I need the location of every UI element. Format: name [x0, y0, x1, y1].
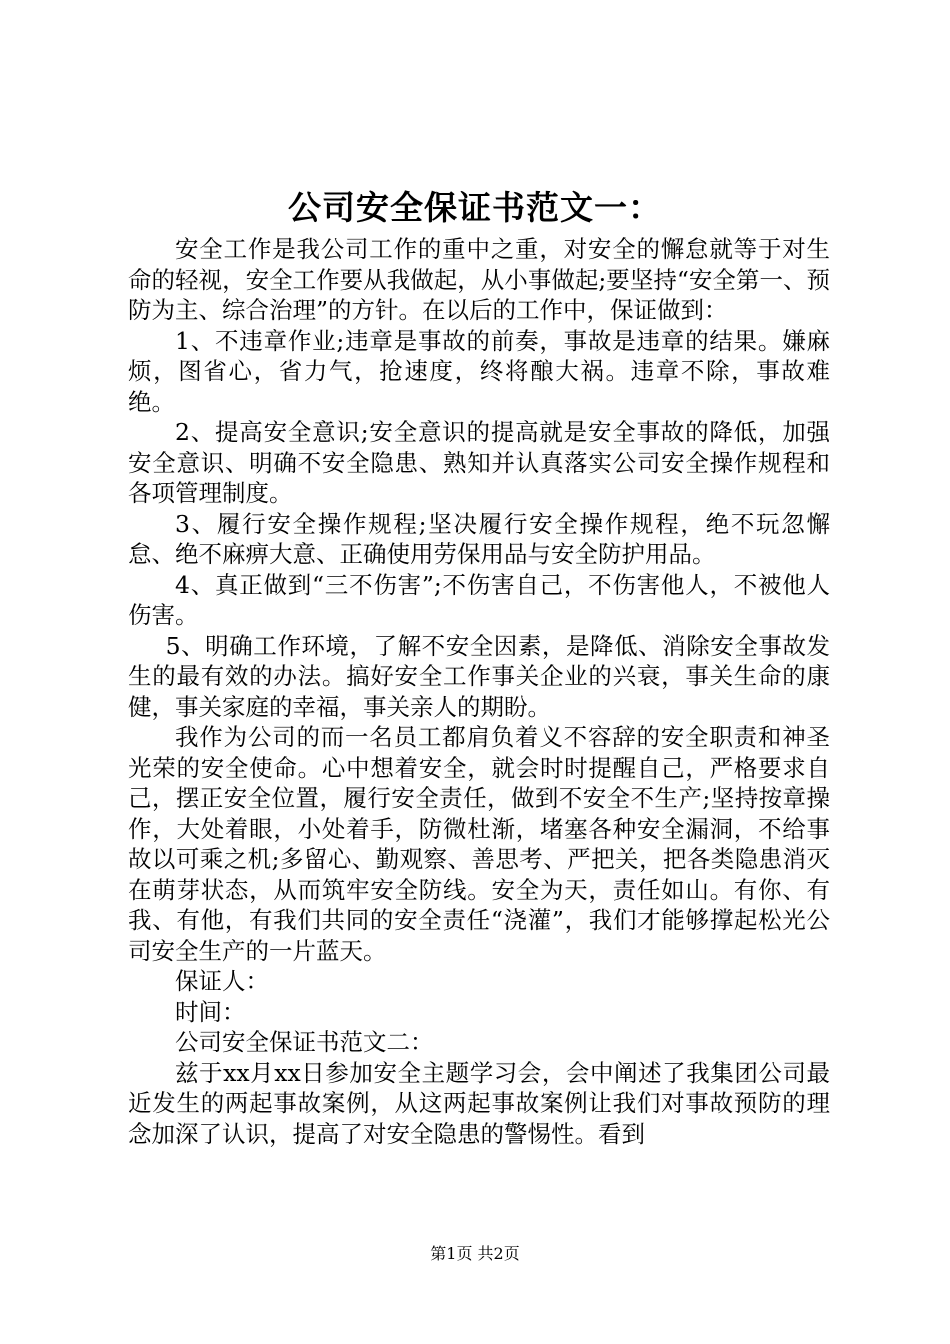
date-line: 时间：: [175, 997, 246, 1026]
item-3-paragraph: 3、履行安全操作规程;坚决履行安全操作规程，绝不玩忽懈怠、绝不麻痹大意、正确使用劳保用品与安全防护用品。: [128, 509, 830, 568]
document-body: [128, 234, 830, 1149]
commitment-paragraph: 我作为公司的而一名员工都肩负着义不容辞的安全职责和神圣光荣的安全使命。心中想着安全，就会时时提醒自己，严格要求自己，摆正安全位置，履行安全责任，做到不安全不生产;坚持按章操作，大处着眼，小处着手，防微杜渐，堵塞各种安全漏洞，不给事故以可乘之机;多留心、勤观察、善思考、严把关，把各类隐患消灭在萌芽状态，从而筑牢安全防线。安全为天，责任如山。有你、有我、有他，有我们共同的安全责任“浇灌”，我们才能够撑起松光公司安全生产的一片蓝天。: [128, 723, 830, 965]
page-number-footer: 第1页 共2页: [430, 1244, 520, 1263]
item-2-paragraph: 2、提高安全意识;安全意识的提高就是安全事故的降低，加强安全意识、明确不安全隐患、熟知并认真落实公司安全操作规程和各项管理制度。: [128, 418, 830, 507]
guarantor-line: 保证人：: [175, 967, 269, 995]
item-1-paragraph: 1、不违章作业;违章是事故的前奏，事故是违章的结果。嫌麻烦，图省心，省力气，抢速度，终将酿大祸。违章不除，事故难绝。: [128, 326, 830, 416]
intro-paragraph: 安全工作是我公司工作的重中之重，对安全的懈怠就等于对生命的轻视，安全工作要从我做起，从小事做起;要坚持“安全第一、预防为主、综合治理”的方针。在以后的工作中，保证做到：: [128, 235, 830, 324]
item-5-paragraph: 5、明确工作环境，了解不安全因素，是降低、消除安全事故发生的最有效的办法。搞好安全工作事关企业的兴衰，事关生命的康健，事关家庭的幸福，事关亲人的期盼。: [128, 631, 830, 721]
second-sample-paragraph: 兹于xx月xx日参加安全主题学习会，会中阐述了我集团公司最近发生的两起事故案例，从这两起事故案例让我们对事故预防的理念加深了认识，提高了对安全隐患的警惕性。看到: [128, 1058, 830, 1148]
document-title: 公司安全保证书范文一：: [288, 188, 662, 227]
item-4-paragraph: 4、真正做到“三不伤害”;不伤害自己，不伤害他人，不被他人伤害。: [128, 570, 830, 629]
second-sample-heading: 公司安全保证书范文二：: [175, 1028, 434, 1056]
